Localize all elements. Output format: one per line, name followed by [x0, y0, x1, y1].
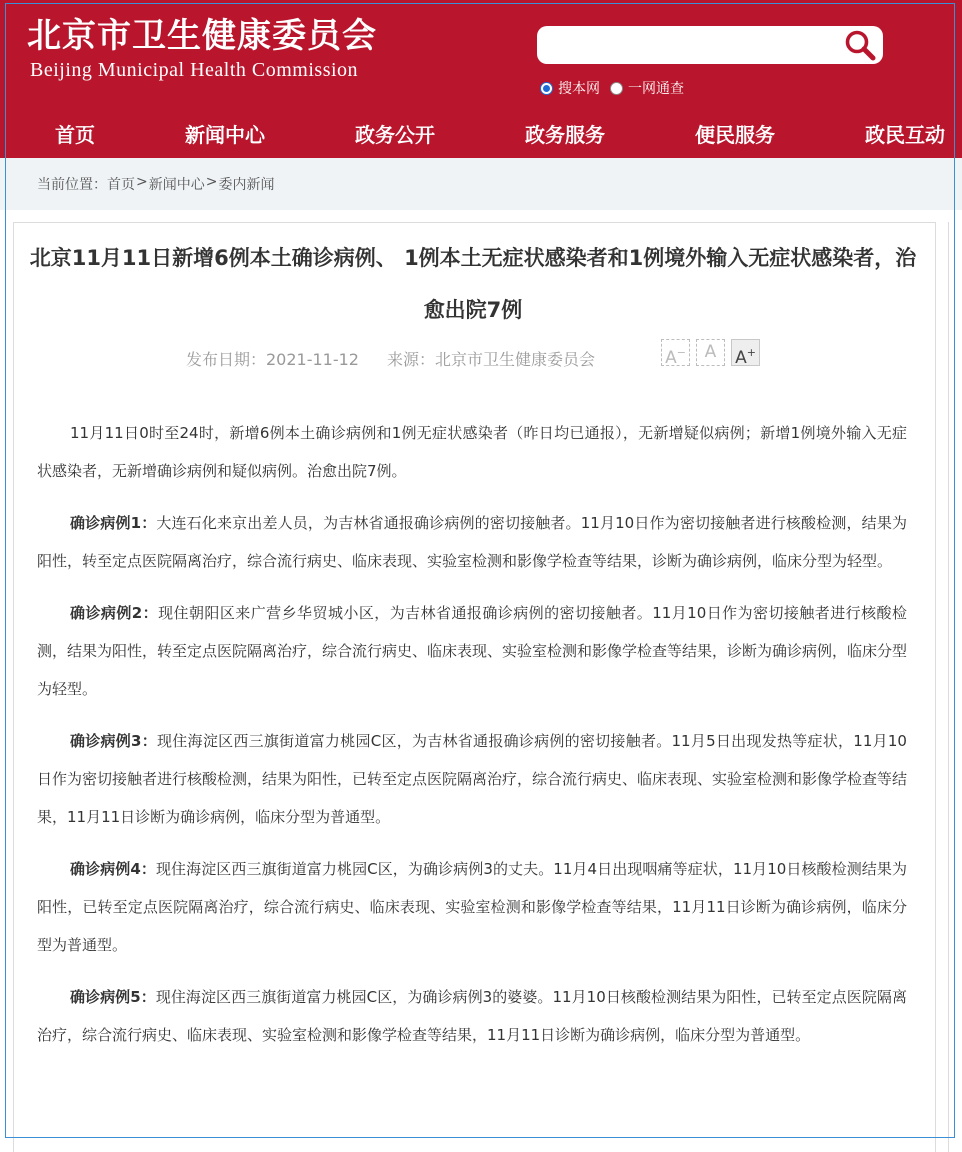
breadcrumb — [37, 174, 274, 194]
article-meta — [186, 347, 595, 370]
nav-item-services[interactable]: 政务服务 — [525, 123, 605, 147]
case-paragraph — [37, 978, 907, 1054]
nav-item-home[interactable]: 首页 — [55, 123, 95, 147]
search-scope-options — [540, 77, 694, 99]
breadcrumb-bar — [0, 158, 962, 210]
search-icon[interactable] — [843, 29, 877, 61]
case-text: 现住海淀区西三旗街道富力桃园C区，为确诊病例3的婆婆。11月10日核酸检测结果为阳性，已转至定点医院隔离治疗，综合流行病史、临床表现、实验室检测和影像学检查等结果，11月11日诊断为确诊病例，临床分型为普通型。 — [37, 988, 907, 1044]
scope-option-all[interactable] — [610, 78, 684, 98]
breadcrumb-separator: > — [205, 174, 218, 190]
nav-item-interaction[interactable]: 政民互动 — [865, 123, 945, 147]
case-label: 确诊病例1： — [70, 514, 157, 532]
case-paragraph — [37, 722, 907, 836]
scope-option-site[interactable] — [540, 78, 600, 98]
site-header — [0, 0, 962, 158]
case-text: 现住海淀区西三旗街道富力桃园C区，为吉林省通报确诊病例的密切接触者。11月5日出现发热等症状，11月10日作为密切接触者进行核酸检测，结果为阳性，已转至定点医院隔离治疗，综合流行病史、临床表现、实验室检测和影像学检查等结果，11月11日诊断为确诊病例，临床分型为普通型。 — [37, 732, 908, 826]
font-increase-button[interactable]: A+ — [731, 339, 760, 366]
case-paragraph — [37, 594, 907, 708]
case-label: 确诊病例4： — [70, 860, 156, 878]
case-label: 确诊病例5： — [70, 988, 156, 1006]
case-text: 大连石化来京出差人员，为吉林省通报确诊病例的密切接触者。11月10日作为密切接触者进行核酸检测，结果为阳性，转至定点医院隔离治疗，综合流行病史、临床表现、实验室检测和影像学检查等结果，诊断为确诊病例，临床分型为轻型。 — [37, 514, 907, 570]
scope-radio-all[interactable] — [610, 82, 623, 95]
scope-radio-site[interactable] — [540, 82, 553, 95]
breadcrumb-news[interactable]: 新闻中心 — [148, 177, 205, 193]
nav-item-gov-affairs[interactable]: 政务公开 — [355, 123, 435, 147]
breadcrumb-prefix: 当前位置： — [37, 177, 107, 193]
site-logo-english[interactable]: Beijing Municipal Health Commission — [30, 59, 359, 81]
main-nav — [0, 112, 962, 158]
search-input[interactable] — [549, 30, 833, 62]
font-default-button[interactable]: A — [696, 339, 725, 366]
article-title: 北京11月11日新增6例本土确诊病例、 1例本土无症状感染者和1例境外输入无症状感染者，治愈出院7例 — [29, 246, 917, 322]
font-decrease-button[interactable]: A− — [661, 339, 690, 366]
scope-option-site-label: 搜本网 — [558, 81, 600, 97]
breadcrumb-internal-news[interactable]: 委内新闻 — [218, 177, 275, 193]
scope-option-all-label: 一网通查 — [628, 81, 684, 97]
case-label: 确诊病例3： — [70, 732, 158, 750]
breadcrumb-separator: > — [136, 174, 148, 190]
article-intro: 11月11日0时至24时，新增6例本土确诊病例和1例无症状感染者（昨日均已通报），无新增疑似病例；新增1例境外输入无症状感染者，无新增确诊病例和疑似病例。治愈出院7例。 — [37, 424, 907, 480]
article-body — [37, 414, 907, 1068]
case-paragraph — [37, 504, 907, 580]
site-logo-chinese[interactable]: 北京市卫生健康委员会 — [27, 16, 377, 56]
article-source: 来源：北京市卫生健康委员会 — [387, 350, 596, 369]
case-text: 现住朝阳区来广营乡华贸城小区，为吉林省通报确诊病例的密切接触者。11月10日作为密切接触者进行核酸检测，结果为阳性，转至定点医院隔离治疗，综合流行病史、临床表现、实验室检测和影像学检查等结果，诊断为确诊病例，临床分型为轻型。 — [37, 604, 908, 698]
search-box — [537, 26, 883, 64]
case-text: 现住海淀区西三旗街道富力桃园C区，为确诊病例3的丈夫。11月4日出现咽痛等症状，11月10日核酸检测结果为阳性，已转至定点医院隔离治疗，综合流行病史、临床表现、实验室检测和影像学检查等结果，11月11日诊断为确诊病例，临床分型为普通型。 — [37, 860, 907, 954]
nav-item-public-services[interactable]: 便民服务 — [695, 123, 775, 147]
case-paragraph — [37, 850, 907, 964]
nav-item-news[interactable]: 新闻中心 — [185, 123, 265, 147]
case-label: 确诊病例2： — [70, 604, 159, 622]
right-rail — [948, 222, 962, 1152]
breadcrumb-home[interactable]: 首页 — [107, 177, 135, 193]
publish-date: 发布日期：2021-11-12 — [186, 350, 359, 369]
